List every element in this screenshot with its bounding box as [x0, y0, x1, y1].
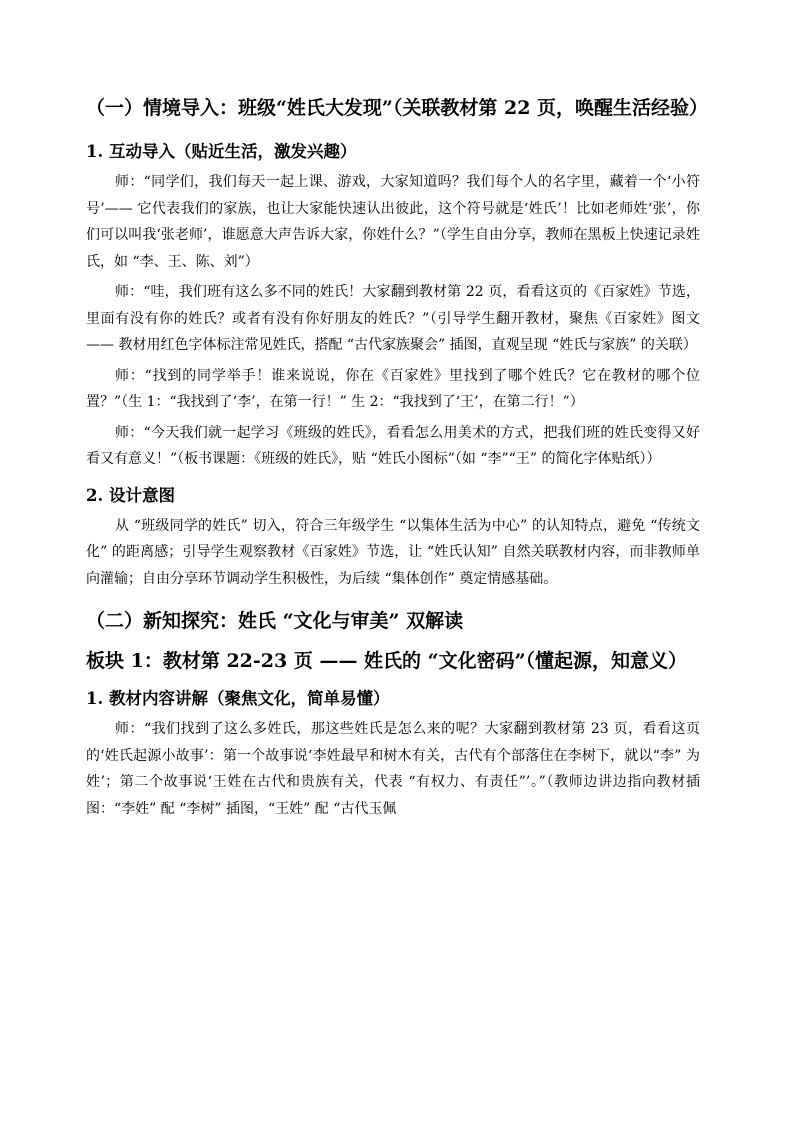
paragraph: 师：“同学们，我们每天一起上课、游戏，大家知道吗？我们每个人的名字里，藏着一个‘小符号’—— 它代表我们的家族，也让大家能快速认出彼此，这个符号就是‘姓氏’！比如老师姓‘张’，你们可以叫我‘张老师’，谁愿意大声告诉大家，你姓什么？”（学生自由分享，教师在黑板上快速记录姓氏，如 “李、王、陈、刘”）	[86, 174, 700, 270]
section2-heading: （二）新知探究：姓氏 “文化与审美” 双解读	[86, 610, 464, 632]
design-intent-paragraph: 从 “班级同学的姓氏” 切入，符合三年级学生 “以集体生活为中心” 的认知特点，避免 “传统文化” 的距离感；引导学生观察教材《百家姓》节选，让 “姓氏认知” 自然关联教材内容，而非教师单向灌输；自由分享环节调动学生积极性，为后续 “集体创作” 奠定情感基础。	[86, 517, 700, 587]
paragraph: 师：“哇，我们班有这么多不同的姓氏！大家翻到教材第 22 页，看看这页的《百家姓》节选，里面有没有你的姓氏？或者有没有你好朋友的姓氏？”（引导学生翻开教材，聚焦《百家姓》图文 —— 教材用红色字体标注常见姓氏，搭配 “古代家族聚会” 插图，直观呈现 “姓氏与家族” 的关联）	[86, 284, 700, 353]
paragraph: 师：“今天我们就一起学习《班级的姓氏》，看看怎么用美术的方式，把我们班的姓氏变得又好看又有意义！”（板书课题：《班级的姓氏》，贴 “姓氏小图标”（如 “李”“王” 的简化字体贴纸））	[86, 424, 700, 467]
paragraph: 师：“找到的同学举手！谁来说说，你在《百家姓》里找到了哪个姓氏？它在教材的哪个位置？”（生 1：“我找到了‘李’，在第一行！” 生 2：“我找到了‘王’，在第二行！”）	[86, 367, 700, 410]
section1-sub2-heading: 2. 设计意图	[86, 485, 175, 505]
section1-sub1-heading: 1. 互动导入（贴近生活，激发兴趣）	[86, 142, 357, 161]
paragraph: 师：“我们找到了这么多姓氏，那这些姓氏是怎么来的呢？大家翻到教材第 23 页，看看这页的‘姓氏起源小故事’：第一个故事说‘李姓最早和树木有关，古代有个部落住在李树下，就以“李” 为姓’；第二个故事说‘王姓在古代和贵族有关，代表 “有权力、有责任”’。”（教师边讲边指向教材插图：“李姓” 配 “李树” 插图，“王姓” 配 “古代玉佩	[86, 721, 700, 817]
section2-sub1-heading: 1. 教材内容讲解（聚焦文化，简单易懂）	[86, 689, 390, 708]
document-page	[86, 92, 709, 826]
section1-heading: （一）情境导入：班级“姓氏大发现”（关联教材第 22 页，唤醒生活经验）	[86, 97, 709, 119]
block1-heading: 板块 1：教材第 22-23 页 —— 姓氏的 “文化密码”（懂起源，知意义）	[86, 650, 688, 672]
